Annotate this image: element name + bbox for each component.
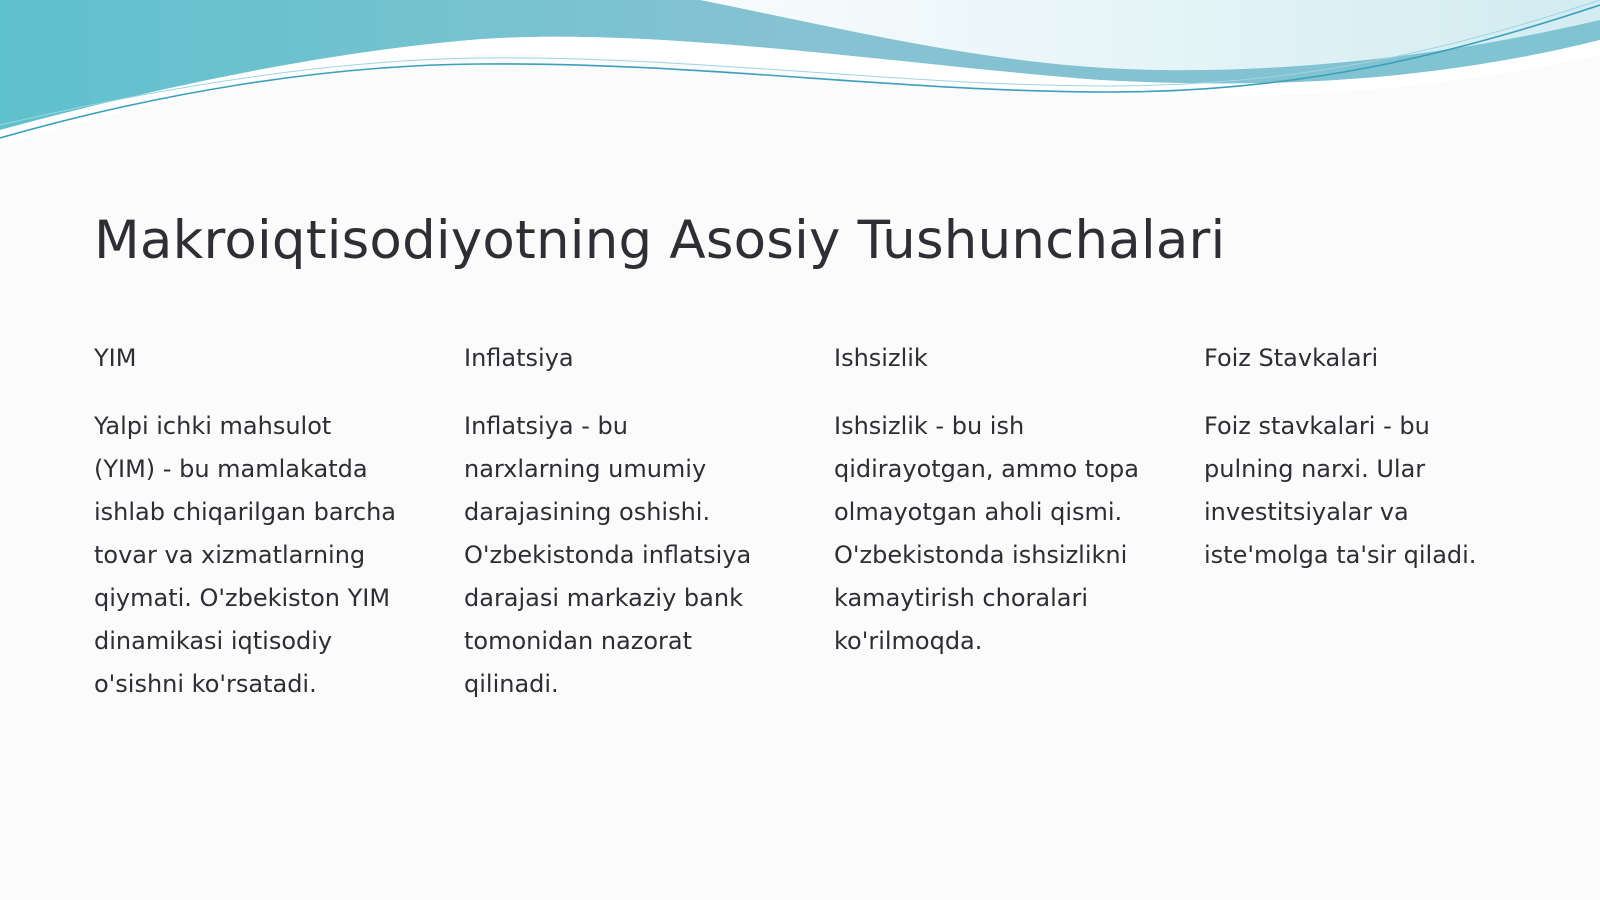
concept-column-ishsizlik	[834, 342, 1204, 706]
concept-description: Ishsizlik - bu ish qidirayotgan, ammo topa olmayotgan aholi qismi. O'zbekistonda ishsizlikni kamaytirish choralari ko'rilmoqda.	[834, 412, 1139, 655]
concept-heading: Ishsizlik	[834, 344, 928, 372]
concept-description: Yalpi ichki mahsulot (YIM) - bu mamlakatda ishlab chiqarilgan barcha tovar va xizmatlarning qiymati. O'zbekiston YIM dinamikasi iqtisodiy o'sishni ko'rsatadi.	[94, 412, 397, 698]
concept-description: Foiz stavkalari - bu pulning narxi. Ular investitsiyalar va iste'molga ta'sir qiladi.	[1204, 412, 1477, 569]
concept-heading: YIM	[94, 344, 137, 372]
concept-heading: Inflatsiya	[464, 344, 574, 372]
concept-column-yim	[94, 342, 464, 706]
concept-column-foiz-stavkalari	[1204, 342, 1574, 706]
concept-heading: Foiz Stavkalari	[1204, 344, 1379, 372]
slide-title: Makroiqtisodiyotning Asosiy Tushunchalari	[94, 210, 1226, 271]
concepts-columns	[94, 342, 1524, 706]
header-wave-decoration	[0, 0, 1600, 150]
concept-column-inflatsiya	[464, 342, 834, 706]
concept-description: Inflatsiya - bu narxlarning umumiy darajasining oshishi. O'zbekistonda inflatsiya darajasi markaziy bank tomonidan nazorat qilinadi.	[464, 412, 752, 698]
